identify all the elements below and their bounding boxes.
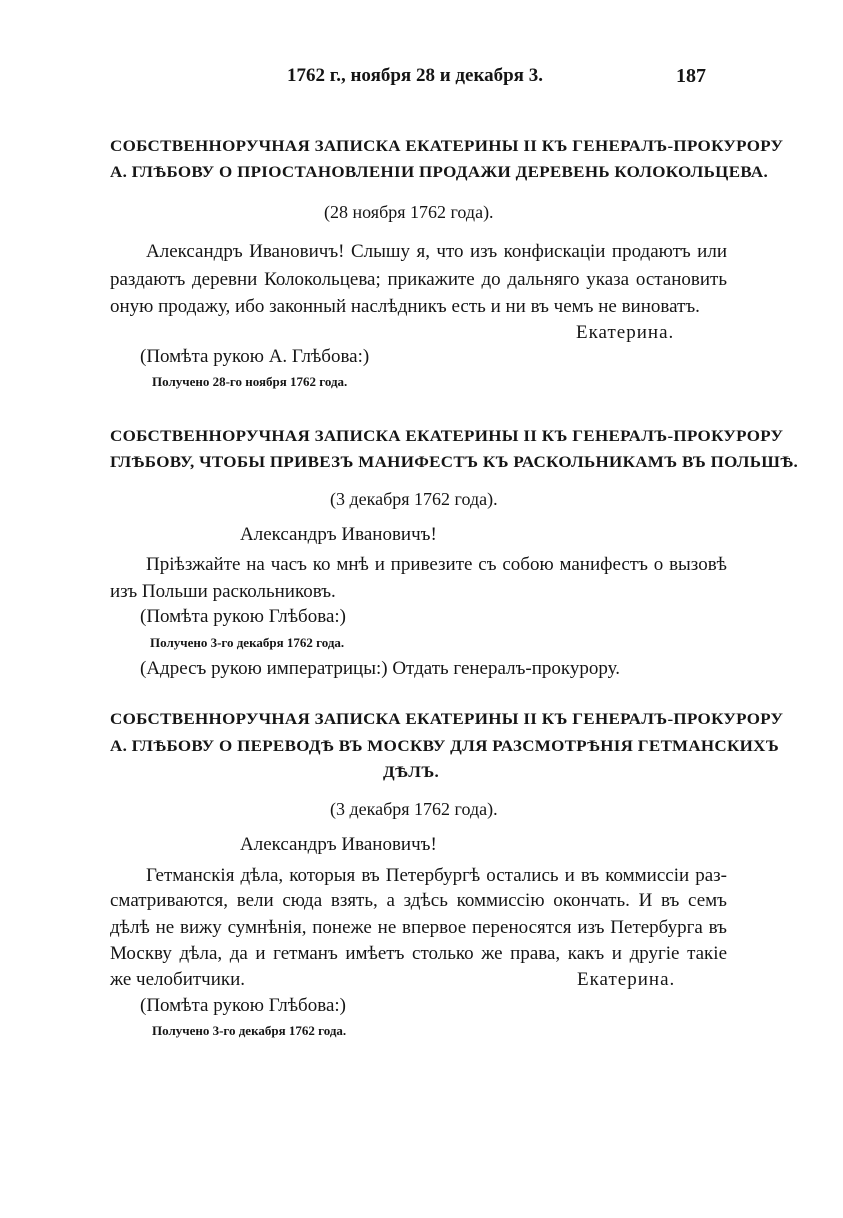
section-3-title-line-2: А. ГЛѢБОВУ О ПЕРЕВОДѢ ВЪ МОСКВУ ДЛЯ РАЗСМОТРѢНІЯ ГЕТМАНСКИХЪ	[110, 737, 780, 755]
section-3-body-line-2: сматриваются, вели сюда взять, а здѣсь коммиссію окончать. И въ семъ	[110, 890, 727, 911]
running-title: 1762 г., ноября 28 и декабря 3.	[287, 65, 543, 86]
section-2-received: Получено 3-го декабря 1762 года.	[150, 635, 345, 650]
section-1-body-line-1: Александръ Ивановичъ! Слышу я, что изъ конфискаціи продаютъ или	[146, 241, 727, 262]
section-3-body-line-5: же челобитчики.	[110, 969, 246, 990]
section-3-body-line-1: Гетманскія дѣла, которыя въ Петербургѣ остались и въ коммиссіи раз-	[146, 865, 727, 886]
section-1-note: (Помѣта рукою А. Глѣбова:)	[140, 346, 370, 367]
section-3-note: (Помѣта рукою Глѣбова:)	[140, 995, 346, 1016]
section-3-title-line-1: СОБСТВЕННОРУЧНАЯ ЗАПИСКА ЕКАТЕРИНЫ II КЪ ГЕНЕРАЛЪ-ПРОКУРОРУ	[110, 710, 784, 728]
section-1-received: Получено 28-го ноября 1762 года.	[152, 374, 348, 389]
page-number: 187	[676, 65, 706, 87]
section-3-signature: Екатерина.	[577, 969, 676, 990]
section-3-title-line-3: ДѢЛЪ.	[383, 763, 440, 781]
section-2-address: (Адресъ рукою императрицы:) Отдать генералъ-прокурору.	[140, 658, 620, 679]
section-3-date: (3 декабря 1762 года).	[330, 799, 498, 819]
section-1-title-line-2: А. ГЛѢБОВУ О ПРІОСТАНОВЛЕНІИ ПРОДАЖИ ДЕРЕВЕНЬ КОЛОКОЛЬЦЕВА.	[110, 163, 769, 181]
section-3-received: Получено 3-го декабря 1762 года.	[152, 1023, 347, 1038]
section-1-signature: Екатерина.	[576, 322, 675, 343]
section-2-body-line-1: Пріѣзжайте на часъ ко мнѣ и привезите съ собою манифестъ о вызовѣ	[146, 554, 727, 575]
section-3-body-line-4: Москву дѣла, да и гетманъ имѣетъ столько же права, какъ и другіе такіе	[110, 943, 727, 964]
section-2-salutation: Александръ Ивановичъ!	[240, 524, 437, 545]
section-2-title-line-2: ГЛѢБОВУ, ЧТОБЫ ПРИВЕЗЪ МАНИФЕСТЪ КЪ РАСКОЛЬНИКАМЪ ВЪ ПОЛЬШѢ.	[110, 453, 799, 471]
section-2-date: (3 декабря 1762 года).	[330, 489, 498, 509]
section-2-title-line-1: СОБСТВЕННОРУЧНАЯ ЗАПИСКА ЕКАТЕРИНЫ II КЪ ГЕНЕРАЛЪ-ПРОКУРОРУ	[110, 427, 784, 445]
section-1-title-line-1: СОБСТВЕННОРУЧНАЯ ЗАПИСКА ЕКАТЕРИНЫ II КЪ ГЕНЕРАЛЪ-ПРОКУРОРУ	[110, 137, 784, 155]
section-3-body-line-3: дѣлѣ не вижу сумнѣнія, понеже не впервое переносятся изъ Петербурга въ	[110, 917, 727, 938]
section-2-note: (Помѣта рукою Глѣбова:)	[140, 606, 346, 627]
section-1-body-line-3: оную продажу, ибо законный наслѣдникъ есть и ни въ чемъ не виноватъ.	[110, 296, 700, 317]
section-2-body-line-2: изъ Польши раскольниковъ.	[110, 581, 336, 602]
section-1-body-line-2: раздаютъ деревни Колокольцева; прикажите до дальняго указа остановить	[110, 269, 727, 290]
section-1-date: (28 ноября 1762 года).	[324, 202, 494, 222]
section-3-salutation: Александръ Ивановичъ!	[240, 834, 437, 855]
